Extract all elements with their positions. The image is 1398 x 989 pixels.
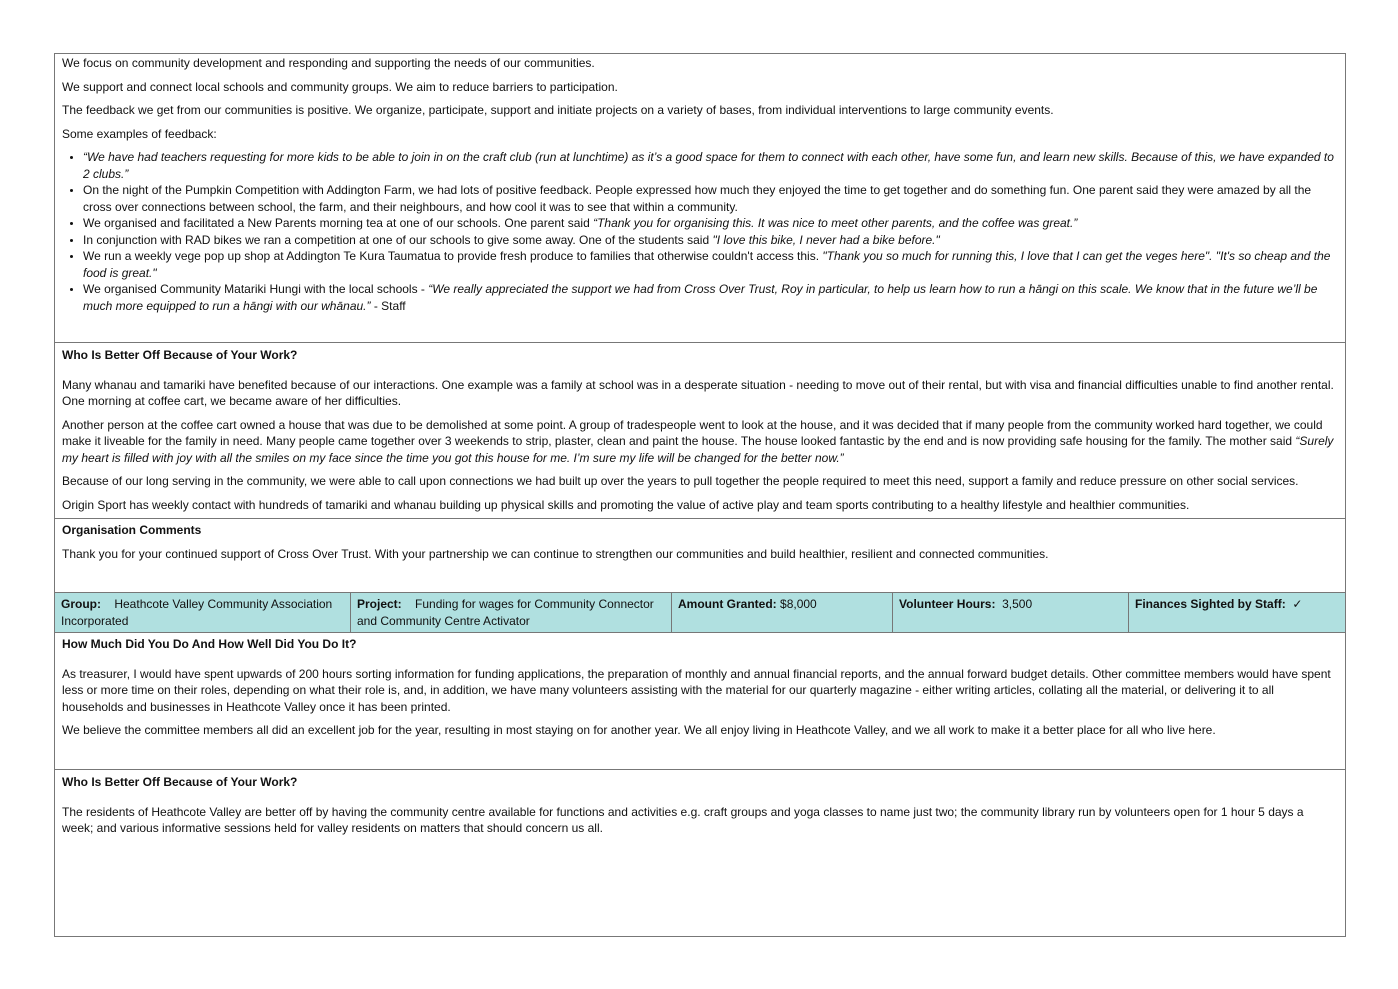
hours-label: Volunteer Hours: xyxy=(899,597,996,611)
finances-label: Finances Sighted by Staff: xyxy=(1135,597,1286,611)
finances-cell xyxy=(1129,593,1345,632)
paragraph: We support and connect local schools and community groups. We aim to reduce barriers to participation. xyxy=(62,79,618,94)
group-label: Group: xyxy=(61,597,101,611)
project-cell xyxy=(351,593,672,632)
hours-value: 3,500 xyxy=(1002,597,1033,611)
paragraph: We believe the committee members all did an excellent job for the year, resulting in most staying on for another year. We all enjoy living in Heathcote Valley, and we all work to make it a better place for all who live here. xyxy=(62,723,1216,737)
paragraph: Another person at the coffee cart owned a house that was due to be demolished at some point. A group of tradespeople went to look at the house, and it was decided that if many people from the community worked hard together, we could make it liveable for the family in need. Many people came together over 3 weekends to strip, plaster, clean and paint the house. The house looked fantastic by the end and is now providing safe housing for the family. The mother said “Surely my heart is filled with joy with all the smiles on my face since the time you got this house for me. I’m sure my life will be changed for the better now.” xyxy=(62,417,1334,465)
paragraph: Because of our long serving in the community, we were able to call upon connections we had built up over the years to pull together the people required to meet this need, support a family and reduce pressure on other social services. xyxy=(62,474,1299,488)
checkmark-icon: ✓ xyxy=(1292,597,1303,611)
list-item: • In conjunction with RAD bikes we ran a competition at one of our schools to give some away. One of the students said "I love this bike, I never had a bike before." xyxy=(83,232,1338,249)
report-table xyxy=(54,53,1346,937)
paragraph: Thank you for your continued support of Cross Over Trust. With your partnership we can continue to strengthen our communities and build healthier, resilient and connected communities. xyxy=(62,546,1049,561)
organisation-comments-section xyxy=(55,519,1345,593)
paragraph: We focus on community development and responding and supporting the needs of our communities. xyxy=(62,56,595,70)
feedback-section xyxy=(55,54,1345,343)
project-value: Funding for wages for Community Connector and Community Centre Activator xyxy=(357,597,654,628)
grant-summary-row xyxy=(55,593,1345,633)
better-off-section xyxy=(55,343,1345,519)
paragraph: The feedback we get from our communities is positive. We organize, participate, support and initiate projects on a variety of bases, from individual interventions to large community events. xyxy=(62,103,1054,117)
project-label: Project: xyxy=(357,597,402,611)
paragraph: Some examples of feedback: xyxy=(62,126,217,141)
section-heading: How Much Did You Do And How Well Did You Do It? xyxy=(62,637,357,651)
section-heading: Organisation Comments xyxy=(62,523,202,537)
paragraph: As treasurer, I would have spent upwards of 200 hours sorting information for funding applications, the preparation of monthly and annual financial reports, and the annual forward budget details. Other committee members would have spent less or more time on their roles, depending on what their role is, and, in addition, we have many volunteers assisting with the material for our quarterly magazine - either writing articles, collating all the material, or delivering it to all households and businesses in Heathcote Valley once it has been printed. xyxy=(62,666,1331,714)
paragraph: Many whanau and tamariki have benefited because of our interactions. One example was a family at school was in a desperate situation - needing to move out of their rental, but with visa and financial difficulties unable to find another rental. One morning at coffee cart, we became aware of her difficulties. xyxy=(62,377,1334,408)
list-item: • We organised and facilitated a New Parents morning tea at one of our schools. One parent said “Thank you for organising this. It was nice to meet other parents, and the coffee was great.” xyxy=(83,215,1338,232)
list-item: • “We have had teachers requesting for more kids to be able to join in on the craft club (run at lunchtime) as it’s a good space for them to connect with each other, have some fun, and learn new skills. Because of this, we have expanded to 2 clubs.” xyxy=(83,149,1338,182)
list-item: • We organised Community Matariki Hungi with the local schools - “We really appreciated the support we had from Cross Over Trust, Roy in particular, to help us learn how to run a hāngi on this scale. We know that in the future we’ll be much more equipped to run a hāngi with our whānau.” - Staff xyxy=(83,281,1338,314)
paragraph: The residents of Heathcote Valley are better off by having the community centre available for functions and activities e.g. craft groups and yoga classes to name just two; the community library run by volunteers open for 1 hour 5 days a week; and various informative sessions held for valley residents on matters that should concern us all. xyxy=(62,804,1304,835)
how-much-section xyxy=(55,633,1345,770)
feedback-list xyxy=(62,149,1338,314)
list-item: • We run a weekly vege pop up shop at Addington Te Kura Taumatua to provide fresh produce to families that otherwise couldn't access this. "Thank you so much for running this, I love that I can get the veges here". "It's so cheap and the food is great." xyxy=(83,248,1338,281)
group-value: Heathcote Valley Community Association Incorporated xyxy=(61,597,333,628)
list-item: • On the night of the Pumpkin Competition with Addington Farm, we had lots of positive feedback. People expressed how much they enjoyed the time to get together and do something fun. One parent said they were amazed by all the cross over connections between school, the farm, and their neighbours, and how cool it was to see that within a community. xyxy=(83,182,1338,215)
paragraph: Origin Sport has weekly contact with hundreds of tamariki and whanau building up physical skills and promoting the value of active play and team sports contributing to a healthy lifestyle and healthier communities. xyxy=(62,497,1190,512)
section-heading: Who Is Better Off Because of Your Work? xyxy=(62,348,298,362)
group-cell xyxy=(55,593,351,632)
better-off-section-2 xyxy=(55,770,1345,936)
hours-cell xyxy=(893,593,1129,632)
amount-label: Amount Granted: xyxy=(678,597,777,611)
amount-value: $8,000 xyxy=(780,597,817,611)
amount-cell xyxy=(672,593,893,632)
section-heading: Who Is Better Off Because of Your Work? xyxy=(62,775,298,789)
